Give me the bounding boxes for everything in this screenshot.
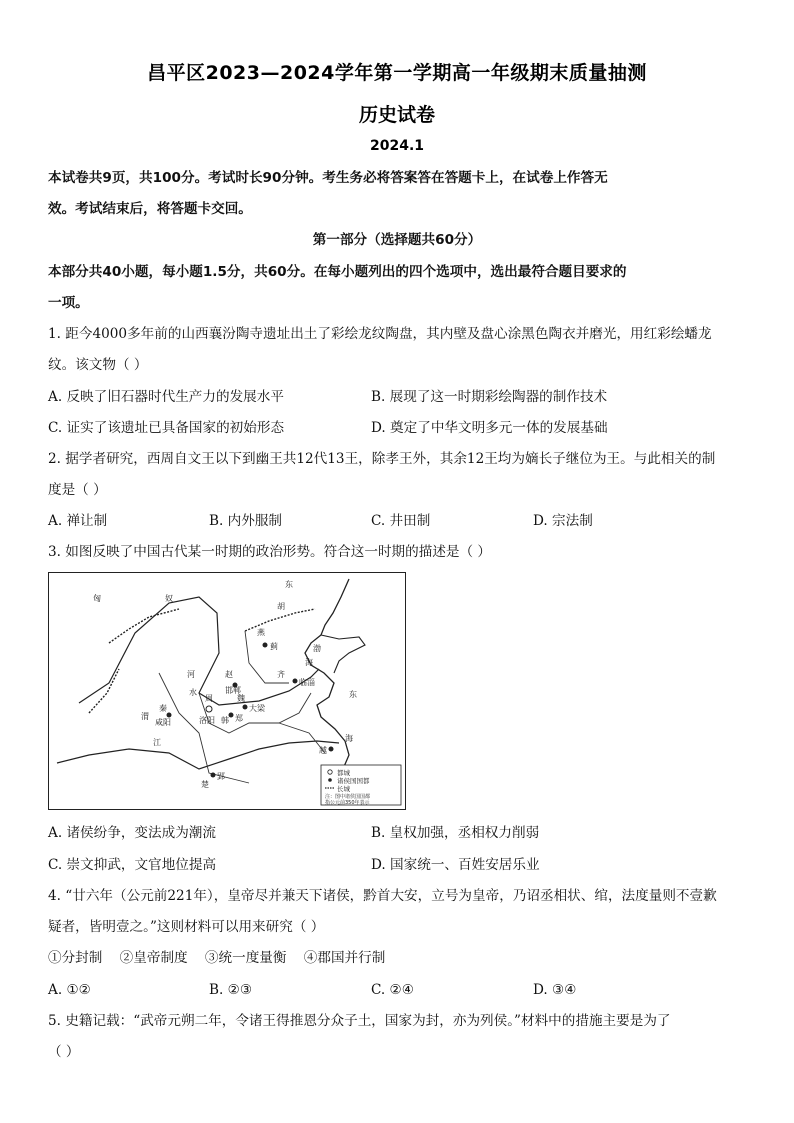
legend-state-capital: 诸侯国国都: [337, 777, 370, 785]
label-handan: 邯郸: [225, 686, 241, 695]
luoyang-city: [206, 706, 212, 712]
q2-option-a[interactable]: A. 禅让制: [48, 513, 108, 529]
q4-stem-1: 4. “廿六年（公元前221年），皇帝尽并兼天下诸侯，黔首大安，立号为皇帝，乃诏丞相状、绾，法度量则不壹歉: [48, 888, 717, 904]
q1-option-b[interactable]: B. 展现了这一时期彩绘陶器的制作技术: [371, 389, 608, 405]
xianyang-city: [167, 713, 172, 718]
label-daliang: 大梁: [249, 704, 265, 713]
legend-note-1: 注：图中诸侯国国都: [325, 794, 371, 800]
zheng-city: [229, 713, 234, 718]
label-zhou: 周: [205, 694, 213, 703]
label-donghai-2: 海: [345, 734, 353, 743]
yellow-river: [79, 597, 319, 705]
q4-option-c[interactable]: C. ②④: [371, 982, 414, 998]
label-linzi: 临淄: [299, 678, 315, 687]
label-han: 韩: [221, 716, 229, 725]
daliang-city: [243, 705, 248, 710]
label-zhao: 赵: [225, 670, 233, 679]
label-ying: 郢: [217, 772, 225, 781]
q1-stem-2: 纹。该文物（ ）: [48, 357, 148, 373]
instructions-line-1: 本试卷共9页，共100分。考试时长90分钟。考生务必将答案答在答题卡上，在试卷上作答无: [48, 170, 608, 186]
legend-note-2: 指公元前350年表示: [325, 800, 370, 806]
q5-stem-1: 5. 史籍记载：“武帝元朔二年，令诸王得推恩分众子土，国家为封，亦为列侯。”材料中的措施主要是为了: [48, 1013, 671, 1029]
label-shui: 水: [189, 688, 197, 697]
yue-city: [329, 747, 334, 752]
q1-stem-1: 1. 距今4000多年前的山西襄汾陶寺遗址出土了彩绘龙纹陶盘，其内壁及盘心涂黑色陶衣并磨光，用红彩绘蟠龙: [48, 326, 712, 342]
label-xiongnu-2: 奴: [165, 594, 173, 603]
q3-option-d[interactable]: D. 国家统一、百姓安居乐业: [371, 857, 540, 873]
label-wei-river: 渭: [141, 712, 149, 721]
q1-option-a[interactable]: A. 反映了旧石器时代生产力的发展水平: [48, 389, 284, 405]
q2-option-b[interactable]: B. 内外服制: [209, 513, 283, 529]
q3-stem-1: 3. 如图反映了中国古代某一时期的政治形势。符合这一时期的描述是（ ）: [48, 544, 492, 560]
label-donghu-2: 胡: [277, 602, 285, 611]
label-bohai-1: 渤: [313, 644, 321, 653]
q2-stem-2: 度是（ ）: [48, 482, 107, 498]
q5-stem-2: （ ）: [48, 1044, 80, 1060]
label-ji: 蓟: [270, 642, 278, 651]
ying-city: [211, 773, 216, 778]
legend-capital: 都城: [337, 769, 350, 777]
label-luoyang: 洛阳: [199, 716, 215, 725]
great-wall: [89, 609, 315, 713]
label-jiang: 江: [153, 738, 161, 747]
part1-heading: 第一部分（选择题共60分）: [312, 232, 482, 248]
label-bohai-2: 海: [305, 658, 313, 667]
q3-option-c[interactable]: C. 崇文抑武，文官地位提高: [48, 857, 217, 873]
peninsula-outline: [321, 635, 365, 673]
q3-option-b[interactable]: B. 皇权加强，丞相权力削弱: [371, 825, 540, 841]
label-yan: 燕: [257, 628, 265, 637]
q2-stem-1: 2. 据学者研究，西周自文王以下到幽王共12代13王，除孝王外，其余12王均为嫡长子继位为王。与此相关的制: [48, 451, 716, 467]
q2-option-d[interactable]: D. 宗法制: [533, 513, 593, 529]
exam-date: 2024.1: [369, 138, 425, 154]
label-donghai-1: 东: [349, 690, 357, 699]
q4-stem-2: 疑者，皆明壹之。”这则材料可以用来研究（ ）: [48, 919, 325, 935]
label-wei: 魏: [237, 694, 245, 703]
yangtze-river: [57, 741, 339, 769]
q4-option-d[interactable]: D. ③④: [533, 982, 577, 998]
label-yue: 越: [319, 746, 327, 755]
part1-desc-2: 一项。: [48, 295, 89, 311]
legend-state-capital-icon: [328, 778, 332, 782]
q4-items: ①分封制 ②皇帝制度 ③统一度量衡 ④郡国并行制: [48, 950, 386, 966]
label-he: 河: [187, 670, 195, 679]
q3-option-a[interactable]: A. 诸侯纷争，变法成为潮流: [48, 825, 216, 841]
q4-option-b[interactable]: B. ②③: [209, 982, 253, 998]
instructions-line-2: 效。考试结束后，将答题卡交回。: [48, 201, 252, 217]
q4-option-a[interactable]: A. ①②: [48, 982, 91, 998]
part1-desc-1: 本部分共40小题，每小题1.5分，共60分。在每小题列出的四个选项中，选出最符合题目要求的: [48, 264, 627, 280]
q2-option-c[interactable]: C. 井田制: [371, 513, 431, 529]
label-qin: 秦: [159, 704, 167, 713]
warring-states-map: [48, 572, 406, 810]
label-xiongnu-1: 匈: [93, 594, 101, 603]
linzi-city: [293, 679, 298, 684]
label-zheng: 郑: [235, 714, 243, 723]
exam-subject: 历史试卷: [358, 104, 435, 126]
state-borders: [159, 631, 325, 783]
label-qi: 齐: [277, 670, 285, 679]
map-drawing: [49, 573, 405, 809]
q1-option-c[interactable]: C. 证实了该遗址已具备国家的初始形态: [48, 420, 285, 436]
label-donghu-1: 东: [285, 580, 293, 589]
label-chu: 楚: [201, 780, 209, 789]
exam-title: 昌平区2023—2024学年第一学期高一年级期末质量抽测: [147, 62, 647, 84]
label-xianyang: 咸阳: [155, 718, 171, 727]
legend-wall: 长城: [337, 785, 350, 793]
q1-option-d[interactable]: D. 奠定了中华文明多元一体的发展基础: [371, 420, 608, 436]
ji-city: [263, 643, 268, 648]
